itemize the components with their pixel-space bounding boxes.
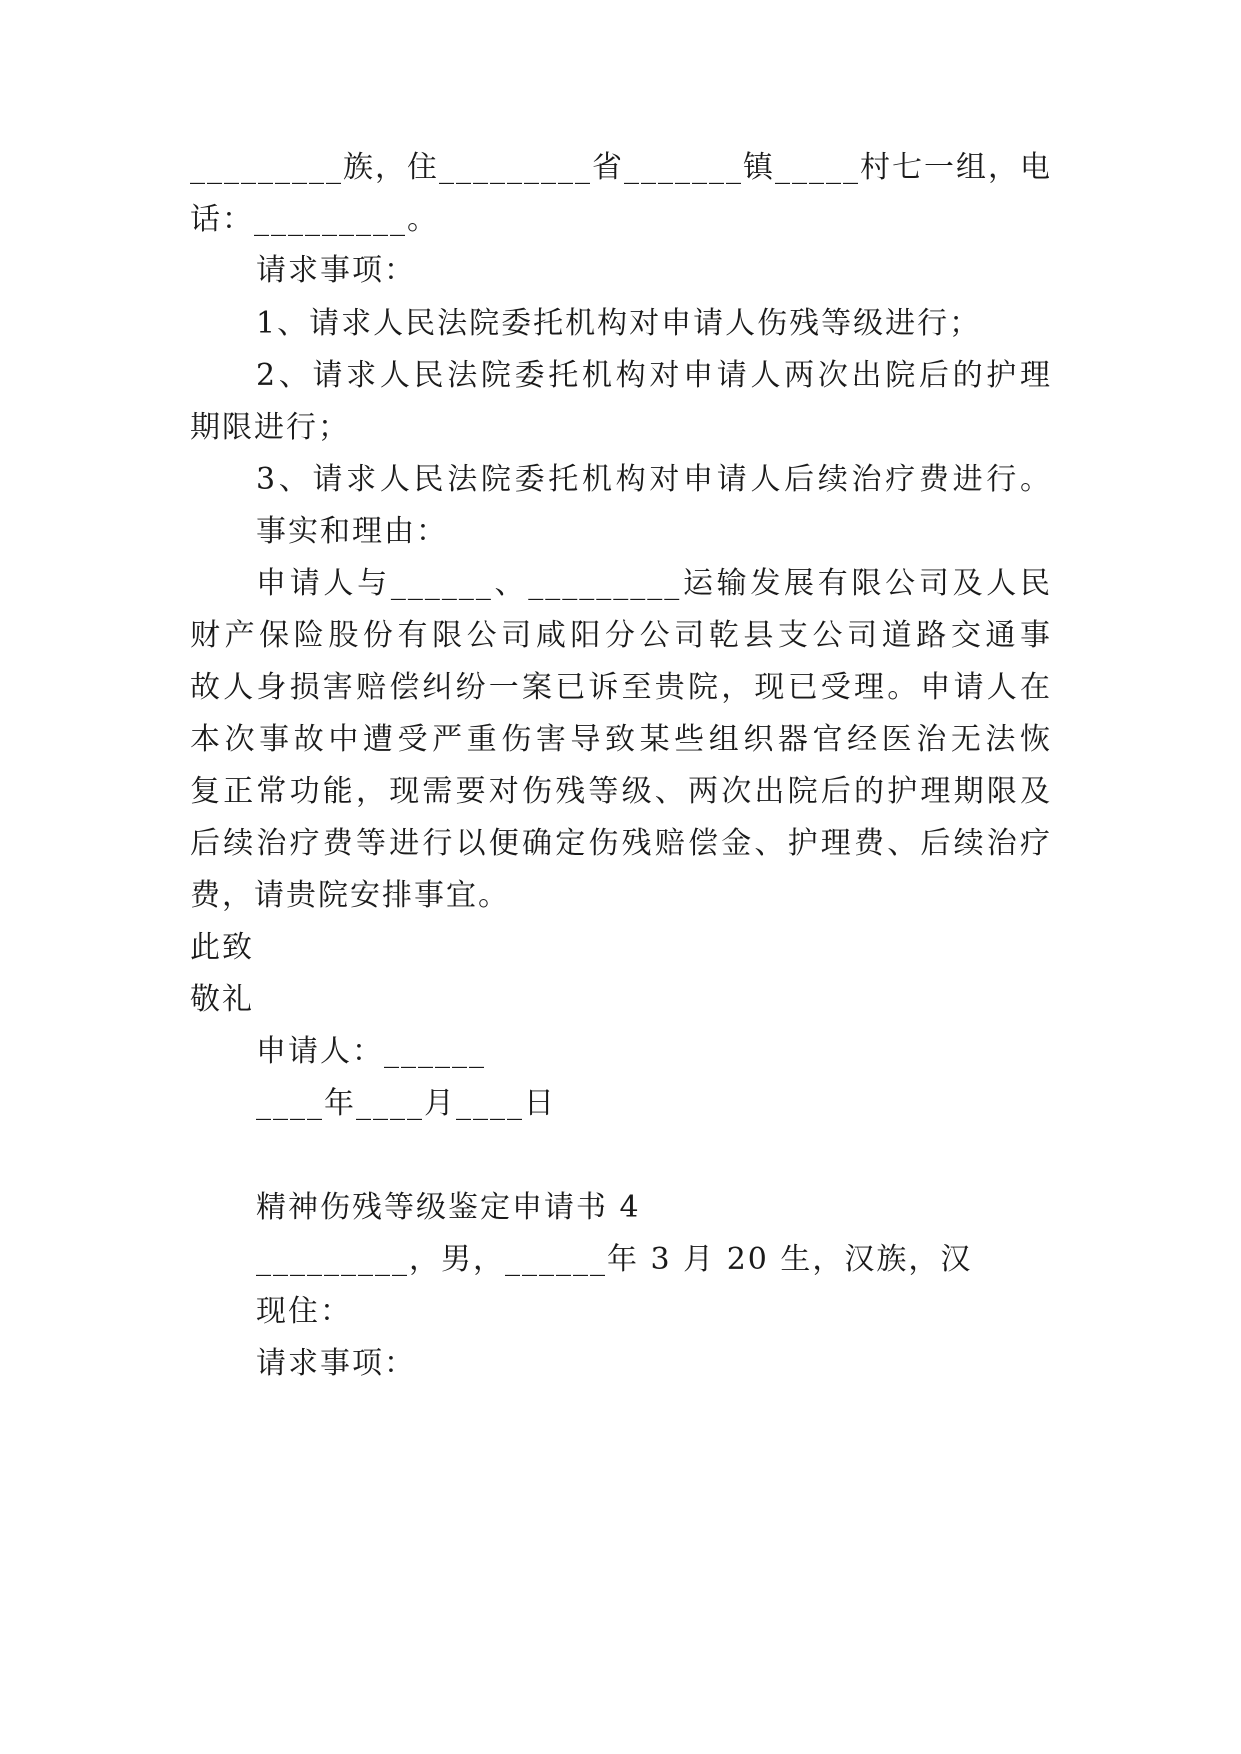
applicant-signature: 申请人：______ [256, 1034, 486, 1069]
text-line: _________族，住_________省_______镇_____村七一组，电 [190, 150, 1052, 185]
residence-line: 现住： [256, 1294, 352, 1329]
paragraph-line: 后续治疗费等进行以便确定伤残赔偿金、护理费、后续治疗 [190, 826, 1052, 861]
section-heading: 事实和理由： [256, 514, 448, 549]
list-item: 3、请求人民法院委托机构对申请人后续治疗费进行。 [256, 462, 1052, 497]
document-title: 精神伤残等级鉴定申请书 4 [256, 1190, 641, 1225]
section-heading: 请求事项： [256, 253, 416, 288]
paragraph-line: 本次事故中遭受严重伤害导致某些组织器官经医治无法恢 [190, 722, 1052, 757]
section-heading: 请求事项： [256, 1346, 416, 1381]
paragraph-line: 故人身损害赔偿纠纷一案已诉至贵院，现已受理。申请人在 [190, 670, 1052, 705]
closing-salutation: 此致 [190, 930, 254, 965]
paragraph-line: 复正常功能，现需要对伤残等级、两次出院后的护理期限及 [190, 774, 1052, 809]
closing-regards: 敬礼 [190, 982, 254, 1017]
text-line: 期限进行； [190, 410, 350, 445]
applicant-info: _________，男，______年 3 月 20 生，汉族，汉 [256, 1242, 973, 1277]
list-item: 1、请求人民法院委托机构对申请人伤残等级进行； [256, 306, 982, 341]
date-line: ____年____月____日 [256, 1086, 556, 1121]
list-item: 2、请求人民法院委托机构对申请人两次出院后的护理 [256, 358, 1052, 393]
text-line: 话：_________。 [190, 202, 439, 237]
paragraph-line: 财产保险股份有限公司咸阳分公司乾县支公司道路交通事 [190, 618, 1052, 653]
paragraph-line: 申请人与______、_________运输发展有限公司及人民 [256, 566, 1052, 601]
paragraph-line: 费，请贵院安排事宜。 [190, 878, 510, 913]
